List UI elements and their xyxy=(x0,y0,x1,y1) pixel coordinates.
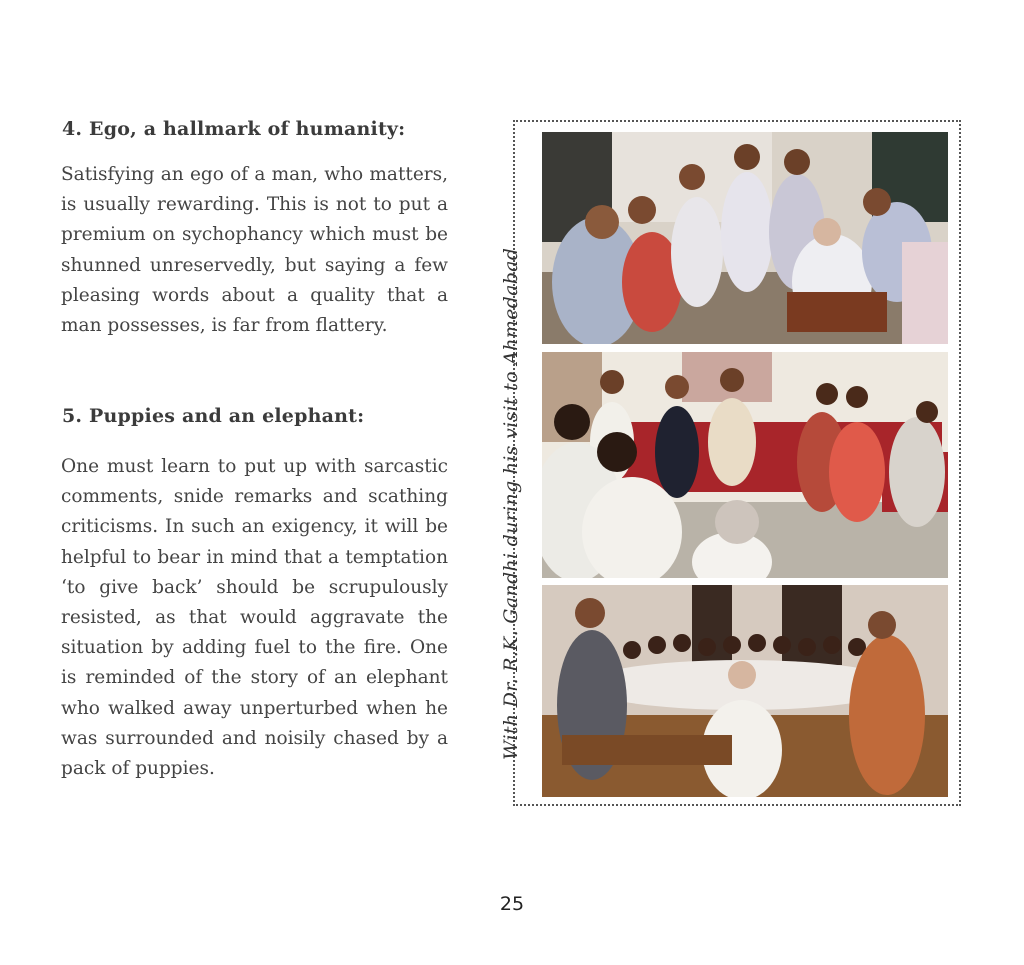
photo-caption-text: With Dr. R.K. Gandhi during his visit to Ahmedabad xyxy=(500,247,522,760)
photo-classroom-visit xyxy=(542,585,948,797)
page-number: 25 xyxy=(499,893,525,915)
section-heading-ego: 4. Ego, a hallmark of humanity: xyxy=(62,118,406,140)
section-body-ego: Satisfying an ego of a man, who matters, is usually rewarding. This is not to put a premium on sychophancy which must be shunned unreservedly, but saying a few pleasing words about a quality that a man possesses, is far from flattery. xyxy=(61,164,448,337)
photo-group-discussion xyxy=(542,132,948,344)
photo-living-room-meeting xyxy=(542,352,948,578)
section-body-puppies: One must learn to put up with sarcastic comments, snide remarks and scathing criticisms. In such an exigency, it will be helpful to bear in mind that a temptation ‘to give back’ should be scrupulously resisted, as that would aggravate the situation by adding fuel to the fire. One is reminded of the story of an elephant who walked away unperturbed when he was surrounded and noisily chased by a pack of puppies. xyxy=(61,456,448,780)
section-heading-puppies: 5. Puppies and an elephant: xyxy=(62,405,365,427)
